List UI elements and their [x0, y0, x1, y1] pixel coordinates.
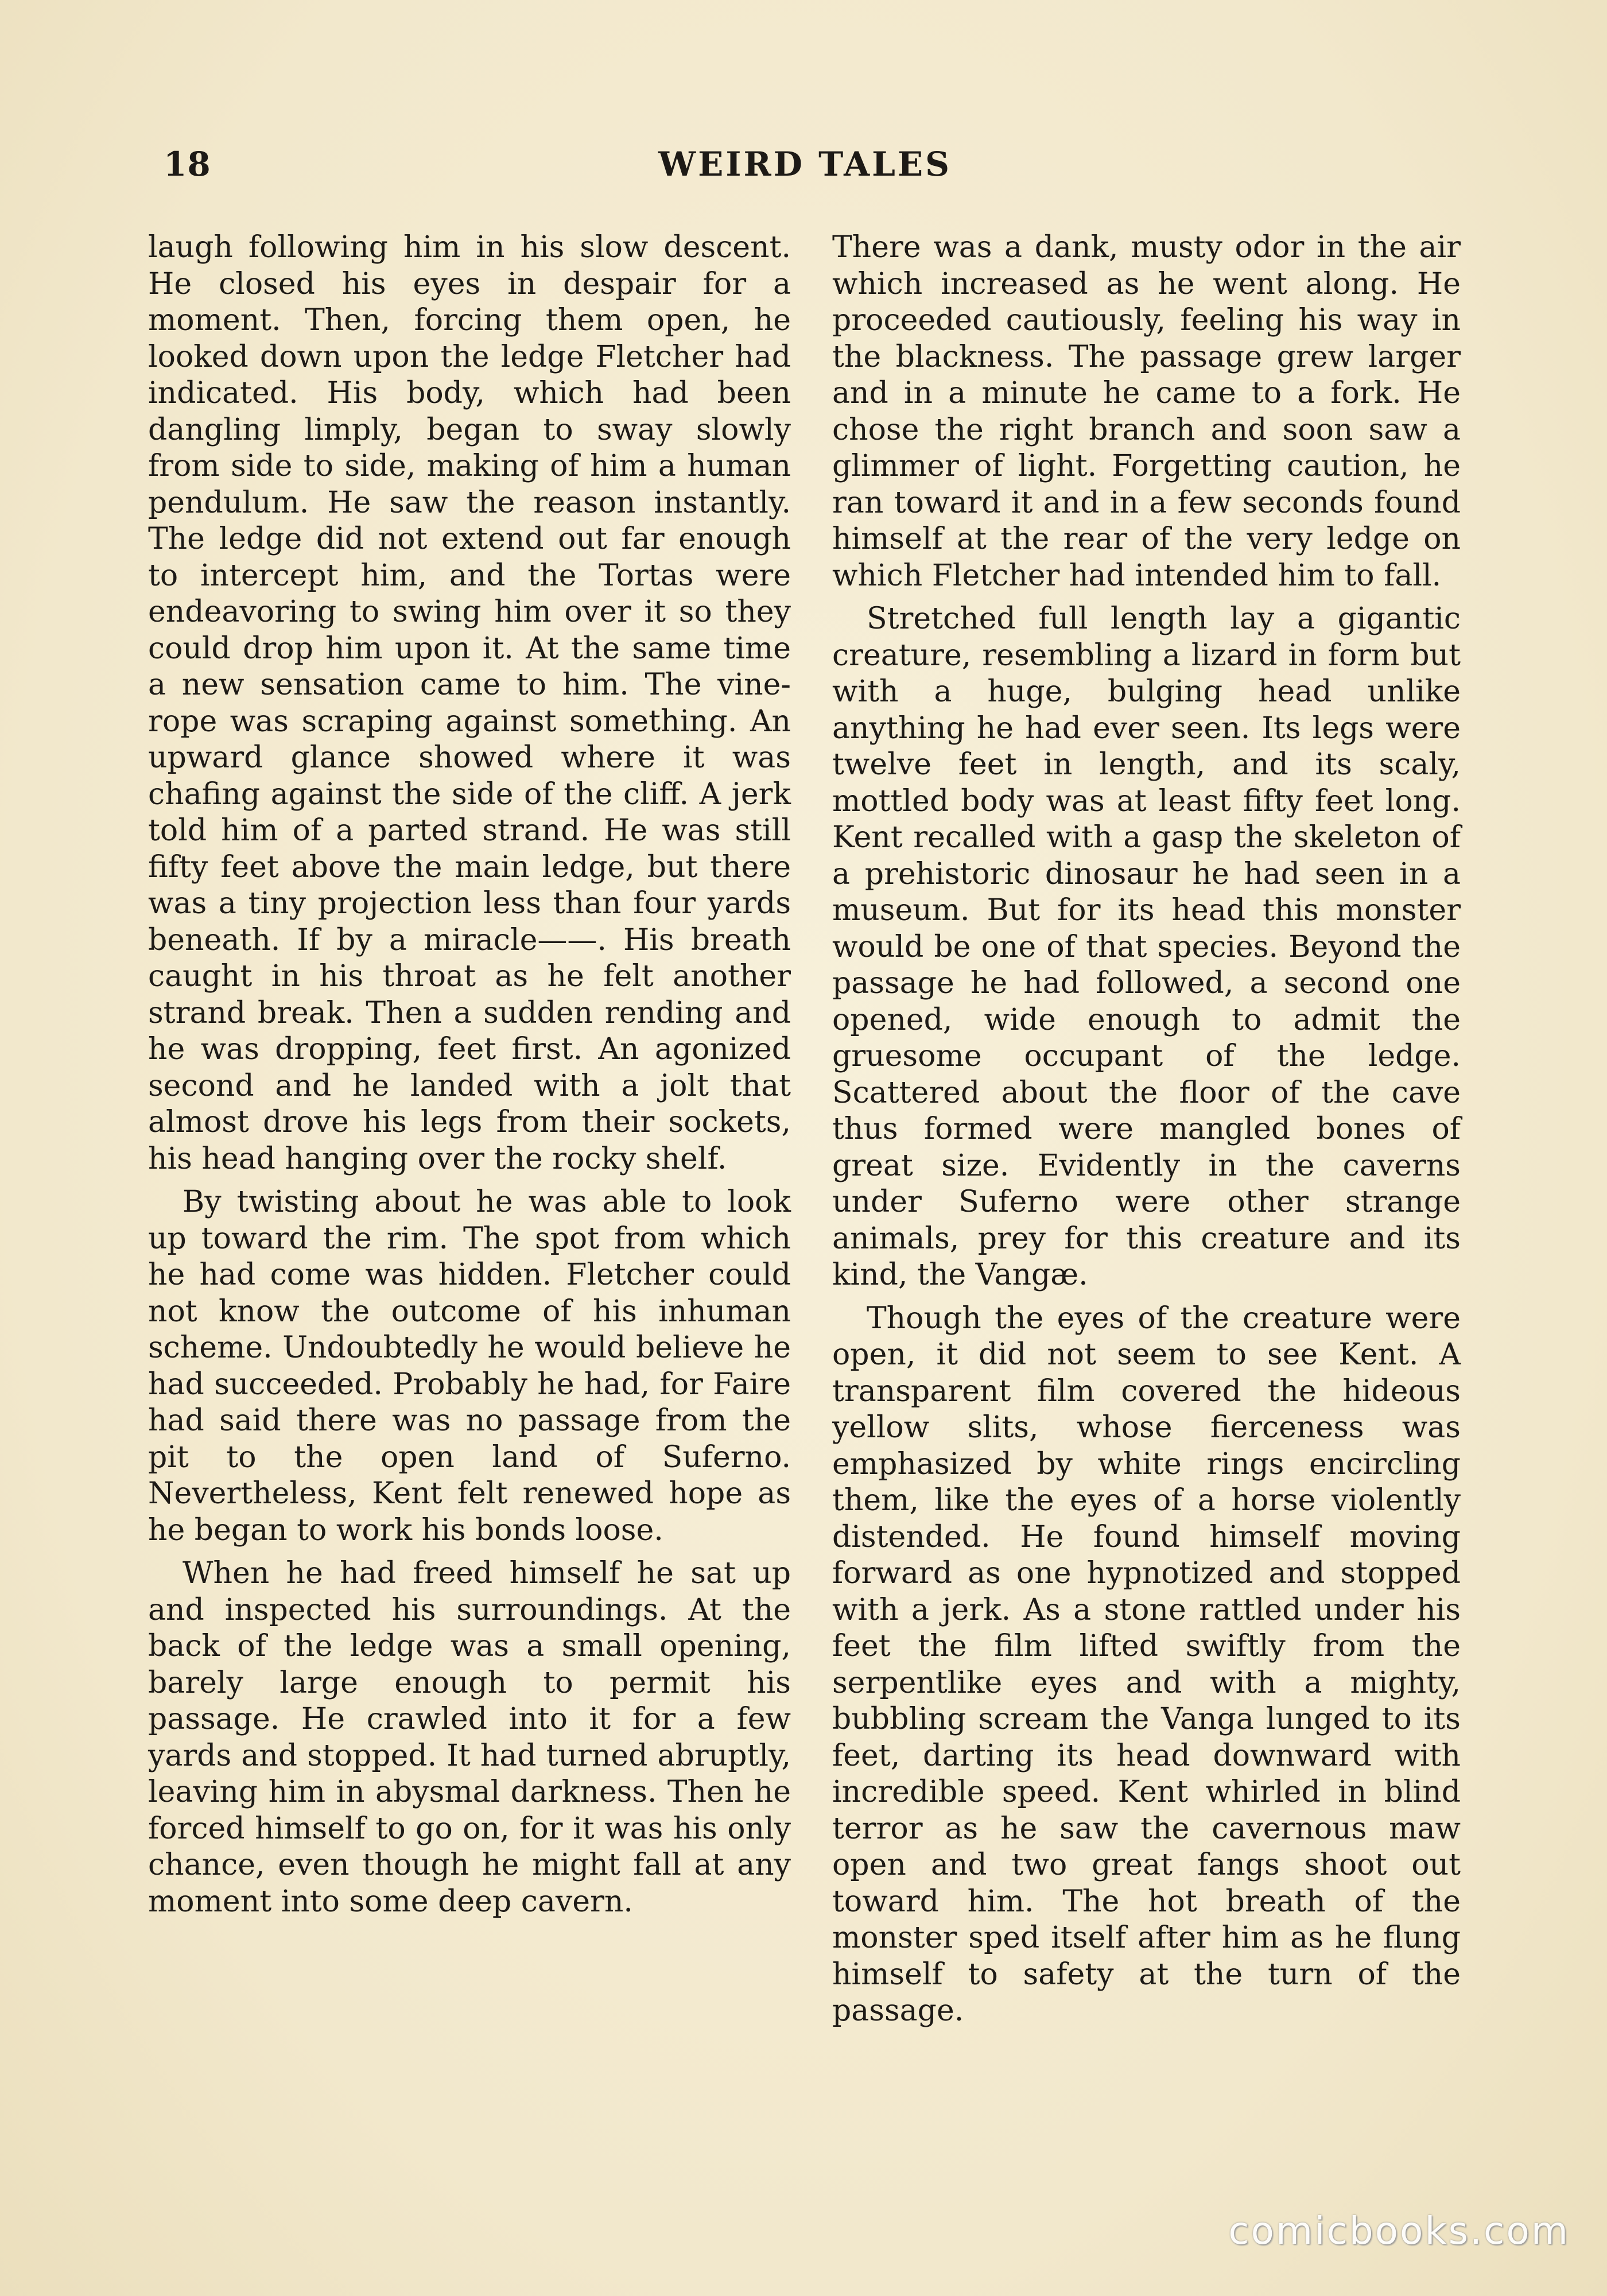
left-paragraph-1: laugh following him in his slow descent. He closed his eyes in despair for a moment. Then, forcing them open, he looked down upon the ledge Fletcher had indicated. His body, which had been dangling limply, began to sway slowly from side to side, making of him a human pendulum. He saw the reason instantly. The ledge did not extend out far enough to intercept him, and the Tortas were endeavoring to swing him over it so they could drop him upon it. At the same time a new sensation came to him. The vine-rope was scraping against something. An upward glance showed where it was chafing against the side of the cliff. A jerk told him of a parted strand. He was still fifty feet above the main ledge, but there was a tiny projection less than four yards beneath. If by a miracle——. His breath caught in his throat as he felt another strand break. Then a sudden rending and he was dropping, feet first. An agonized second and he landed with a jolt that almost drove his legs from their sockets, his head hanging over the rocky shelf. [148, 230, 791, 1176]
running-title: WEIRD TALES [658, 145, 952, 184]
page-number: 18 [164, 145, 211, 184]
page-header [146, 138, 1464, 189]
left-paragraph-2: By twisting about he was able to look up toward the rim. The spot from which he had come was hidden. Fletcher could not know the outcome of his inhuman scheme. Undoubtedly he would believe he had succeeded. Probably he had, for Faire had said there was no passage from the pit to the open land of Suferno. Nevertheless, Kent felt renewed hope as he began to work his bonds loose. [148, 1185, 791, 1548]
left-paragraph-3: When he had freed himself he sat up and inspected his surroundings. At the back of the ledge was a small opening, barely large enough to permit his passage. He crawled into it for a few yards and stopped. It had turned abruptly, leaving him in abysmal darkness. Then he forced himself to go on, for it was his only chance, even though he might fall at any moment into some deep cavern. [148, 1556, 791, 1919]
right-paragraph-3: Though the eyes of the creature were open, it did not seem to see Kent. A transparent film covered the hideous yellow slits, whose fierceness was emphasized by white rings encircling them, like the eyes of a horse violently distended. He found himself moving forward as one hypnotized and stopped with a jerk. As a stone rattled under his feet the film lifted swiftly from the serpentlike eyes and with a mighty, bubbling scream the Vanga lunged to its feet, darting its head downward with incredible speed. Kent whirled in blind terror as he saw the cavernous maw open and two great fangs shoot out toward him. The hot breath of the monster sped itself after him as he flung himself to safety at the turn of the passage. [832, 1301, 1461, 2028]
right-paragraph-2: Stretched full length lay a gigantic creature, resembling a lizard in form but with a huge, bulging head unlike anything he had ever seen. Its legs were twelve feet in length, and its scaly, mottled body was at least fifty feet long. Kent recalled with a gasp the skeleton of a prehistoric dinosaur he had seen in a museum. But for its head this monster would be one of that species. Beyond the passage he had followed, a second one opened, wide enough to admit the gruesome occupant of the ledge. Scattered about the floor of the cave thus formed were mangled bones of great size. Evidently in the caverns under Suferno were other strange animals, prey for this creature and its kind, the Vangæ. [832, 602, 1461, 1292]
right-column [832, 230, 1461, 2030]
site-watermark: comicbooks.com [1228, 2209, 1570, 2253]
right-paragraph-1: There was a dank, musty odor in the air which increased as he went along. He proceeded cautiously, feeling his way in the blackness. The passage grew larger and in a minute he came to a fork. He chose the right branch and soon saw a glimmer of light. Forgetting caution, he ran toward it and in a few seconds found himself at the rear of the very ledge on which Fletcher had intended him to fall. [832, 230, 1461, 593]
left-column [148, 230, 791, 1920]
